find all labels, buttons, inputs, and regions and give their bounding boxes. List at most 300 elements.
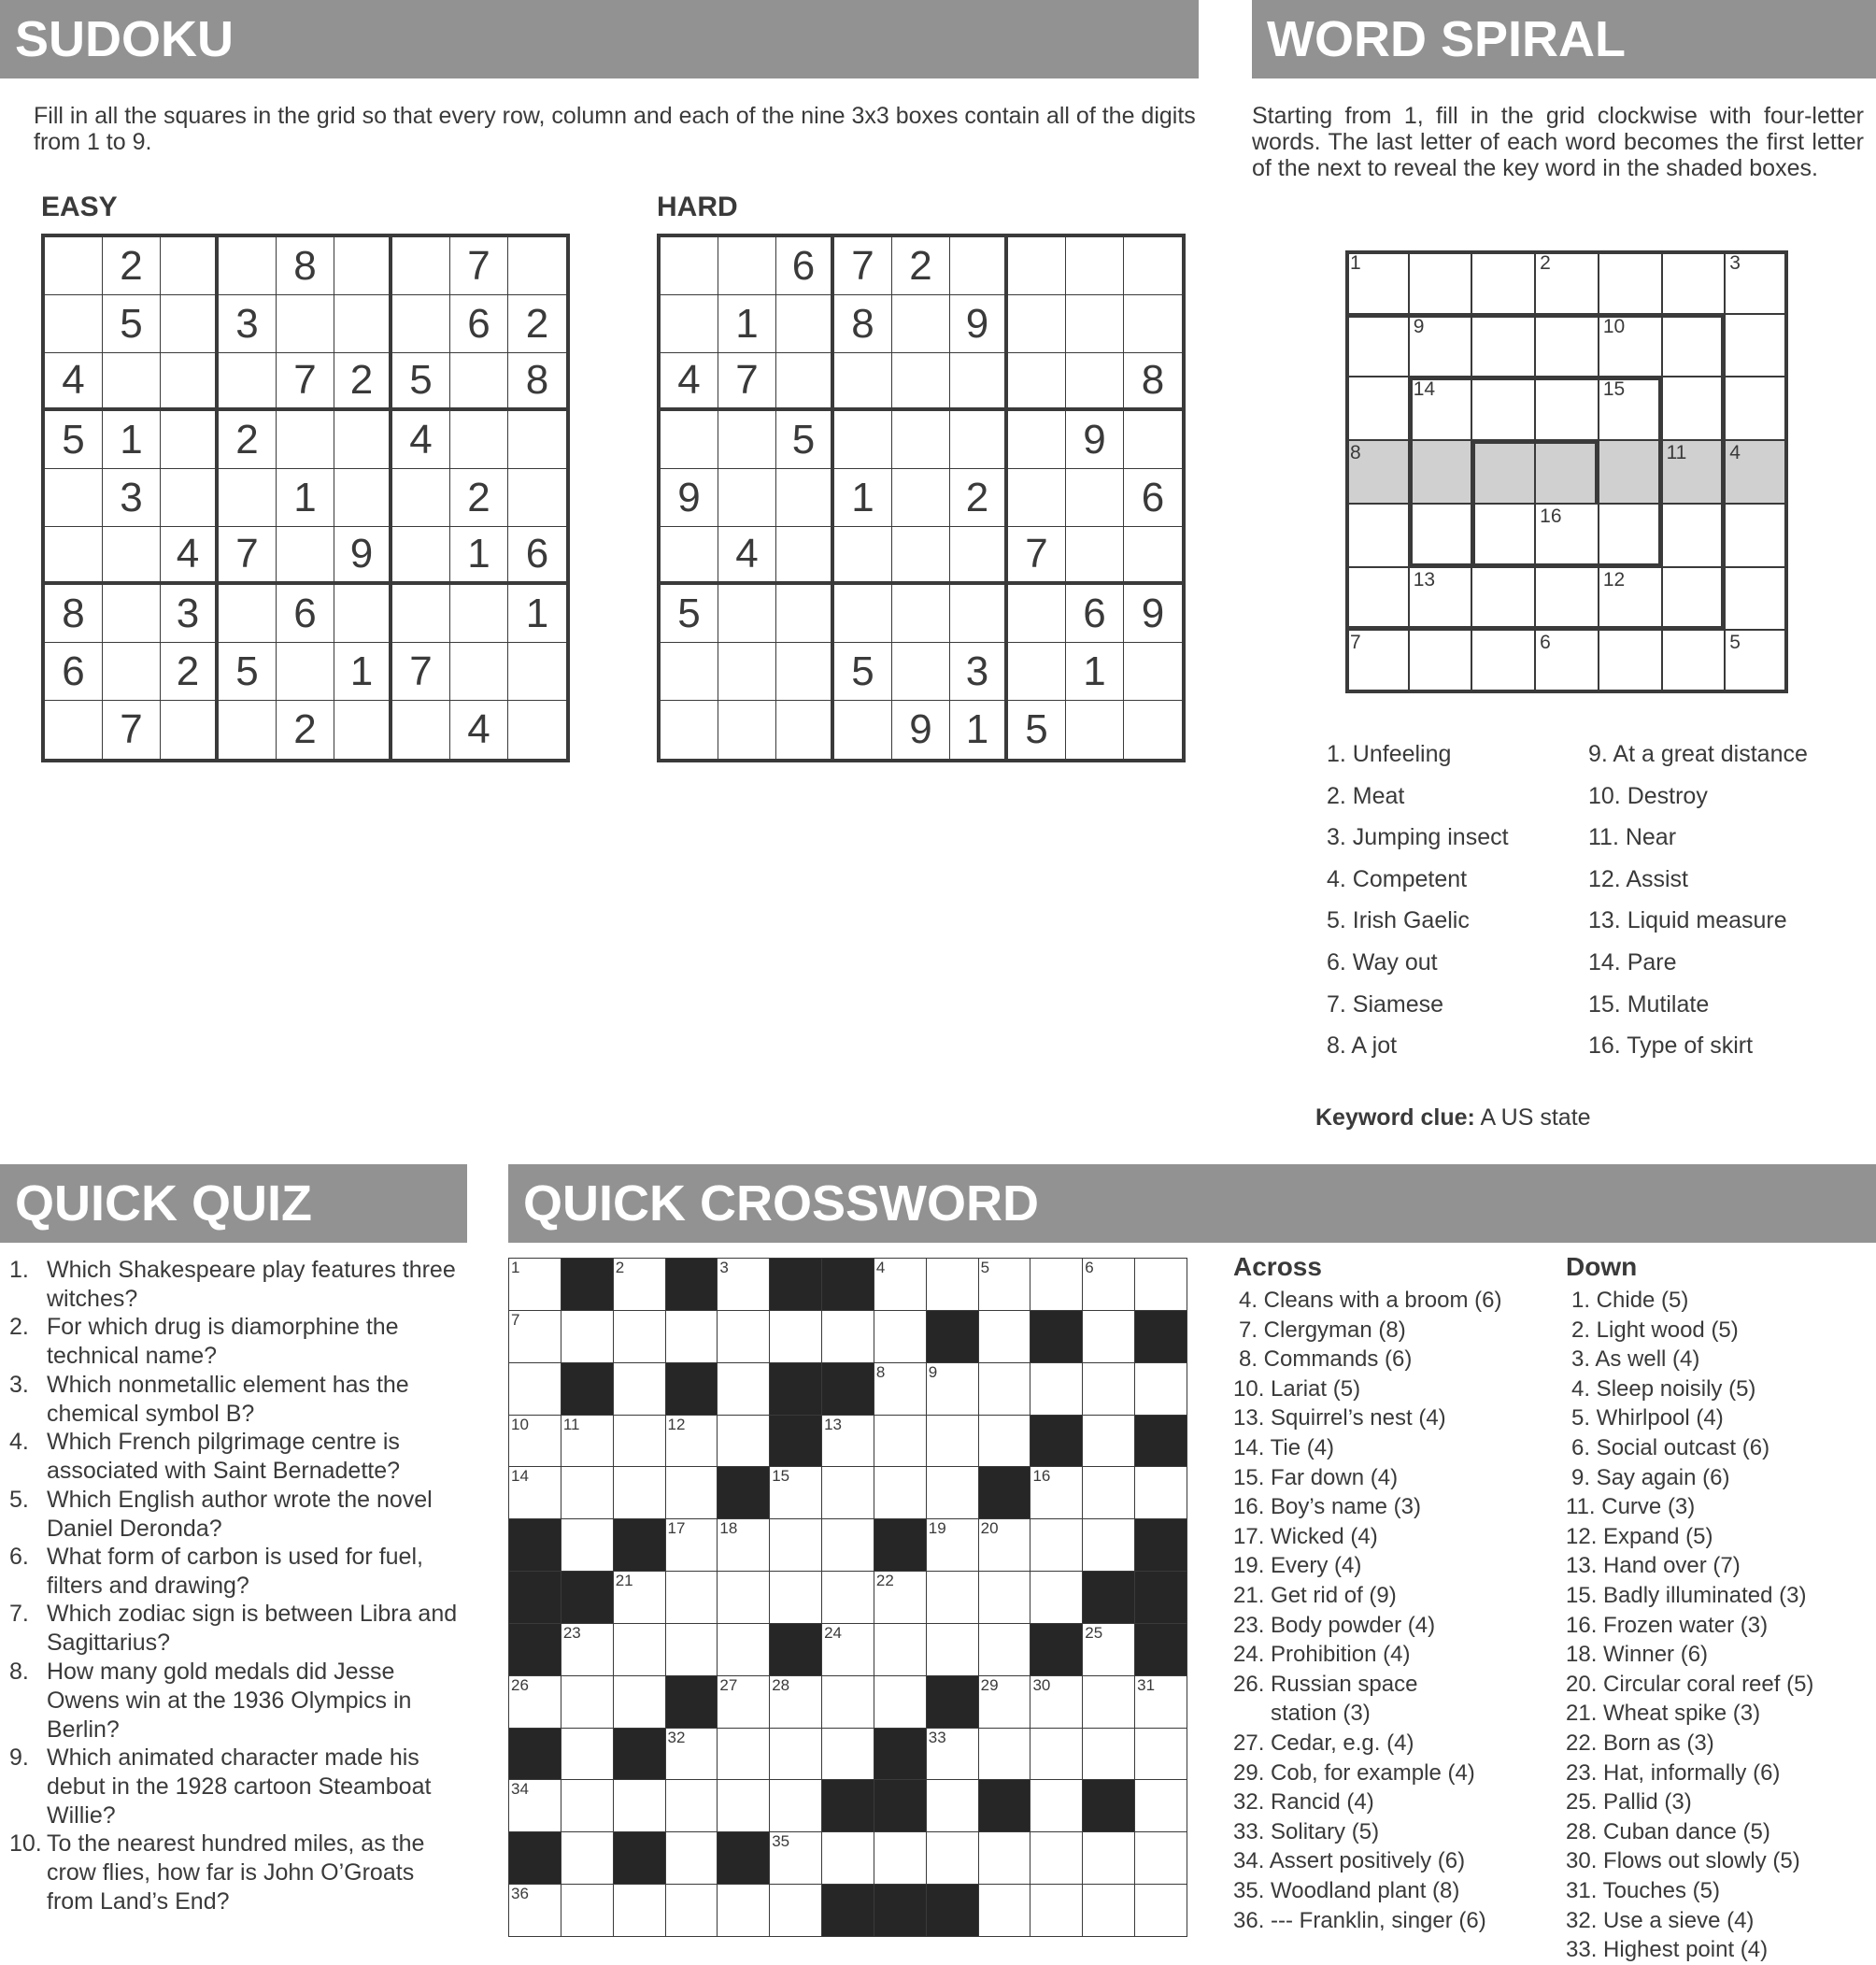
sudoku-cell[interactable] [45,469,103,527]
crossword-cell[interactable] [561,1831,614,1885]
sudoku-cell[interactable] [45,237,103,295]
sudoku-cell[interactable] [834,585,892,643]
sudoku-cell[interactable]: 8 [508,353,566,411]
sudoku-cell[interactable] [508,701,566,759]
crossword-cell[interactable] [717,1571,770,1624]
crossword-cell[interactable] [821,1518,874,1572]
sudoku-cell[interactable] [661,701,718,759]
crossword-cell[interactable] [978,1831,1031,1885]
spiral-cell[interactable]: 12 [1599,567,1662,631]
sudoku-cell[interactable]: 4 [45,353,103,411]
sudoku-cell[interactable] [45,295,103,353]
sudoku-cell[interactable]: 9 [661,469,718,527]
sudoku-cell[interactable] [1008,353,1066,411]
sudoku-cell[interactable]: 6 [1066,585,1124,643]
crossword-cell[interactable] [1134,1466,1187,1519]
crossword-cell[interactable] [978,1310,1031,1363]
sudoku-cell[interactable] [334,237,392,295]
sudoku-cell[interactable] [950,353,1008,411]
spiral-cell-shaded[interactable]: 11 [1662,440,1726,504]
crossword-cell[interactable] [926,1571,979,1624]
crossword-cell[interactable] [1030,1258,1083,1311]
crossword-cell[interactable] [561,1518,614,1572]
crossword-cell[interactable] [1134,1728,1187,1781]
sudoku-cell[interactable] [392,295,450,353]
crossword-cell[interactable]: 15 [769,1466,822,1519]
sudoku-cell[interactable] [1124,701,1182,759]
sudoku-cell[interactable]: 7 [718,353,776,411]
crossword-cell[interactable]: 10 [508,1415,561,1468]
sudoku-cell[interactable]: 7 [450,237,508,295]
crossword-cell[interactable]: 32 [665,1728,718,1781]
sudoku-cell[interactable]: 2 [950,469,1008,527]
crossword-cell[interactable]: 2 [613,1258,666,1311]
crossword-cell[interactable]: 26 [508,1675,561,1729]
crossword-cell[interactable]: 5 [978,1258,1031,1311]
crossword-cell[interactable] [1082,1831,1135,1885]
crossword-cell[interactable] [717,1415,770,1468]
sudoku-cell[interactable]: 5 [392,353,450,411]
crossword-cell[interactable] [1030,1884,1083,1937]
sudoku-cell[interactable] [776,701,834,759]
sudoku-cell[interactable] [334,469,392,527]
crossword-cell[interactable] [769,1571,822,1624]
crossword-cell[interactable] [665,1310,718,1363]
sudoku-cell[interactable] [161,353,219,411]
crossword-cell[interactable] [978,1362,1031,1416]
crossword-cell[interactable] [1082,1884,1135,1937]
sudoku-cell[interactable] [834,527,892,585]
sudoku-cell[interactable] [1066,469,1124,527]
crossword-cell[interactable]: 19 [926,1518,979,1572]
crossword-cell[interactable] [874,1415,927,1468]
sudoku-cell[interactable]: 2 [450,469,508,527]
sudoku-cell[interactable] [103,353,161,411]
sudoku-cell[interactable]: 3 [950,643,1008,701]
sudoku-cell[interactable]: 5 [219,643,277,701]
spiral-cell[interactable]: 6 [1535,630,1599,693]
sudoku-cell[interactable]: 4 [392,411,450,469]
sudoku-cell[interactable] [892,469,950,527]
crossword-cell[interactable] [926,1623,979,1676]
crossword-cell[interactable] [978,1571,1031,1624]
sudoku-cell[interactable] [718,237,776,295]
crossword-cell[interactable] [717,1362,770,1416]
sudoku-cell[interactable] [950,237,1008,295]
sudoku-cell[interactable] [1124,643,1182,701]
sudoku-cell[interactable] [661,527,718,585]
crossword-cell[interactable] [665,1831,718,1885]
sudoku-cell[interactable]: 1 [450,527,508,585]
sudoku-cell[interactable] [718,469,776,527]
sudoku-cell[interactable] [450,411,508,469]
sudoku-cell[interactable]: 1 [508,585,566,643]
sudoku-cell[interactable] [392,237,450,295]
crossword-cell[interactable] [769,1779,822,1832]
crossword-cell[interactable] [821,1831,874,1885]
crossword-cell[interactable] [978,1728,1031,1781]
sudoku-cell[interactable] [776,585,834,643]
sudoku-cell[interactable] [1124,527,1182,585]
sudoku-cell[interactable] [277,643,334,701]
spiral-cell[interactable]: 16 [1535,504,1599,567]
sudoku-cell[interactable] [892,527,950,585]
crossword-cell[interactable]: 11 [561,1415,614,1468]
sudoku-cell[interactable]: 1 [718,295,776,353]
sudoku-cell[interactable] [334,585,392,643]
crossword-cell[interactable] [769,1310,822,1363]
sudoku-cell[interactable] [334,295,392,353]
sudoku-cell[interactable]: 1 [277,469,334,527]
sudoku-cell[interactable] [776,643,834,701]
sudoku-cell[interactable]: 5 [1008,701,1066,759]
crossword-cell[interactable] [613,1675,666,1729]
crossword-cell[interactable] [821,1466,874,1519]
sudoku-cell[interactable] [103,527,161,585]
crossword-cell[interactable] [613,1362,666,1416]
crossword-cell[interactable] [1030,1518,1083,1572]
sudoku-cell[interactable] [718,701,776,759]
sudoku-cell[interactable] [392,585,450,643]
crossword-cell[interactable] [665,1779,718,1832]
sudoku-cell[interactable]: 9 [892,701,950,759]
sudoku-cell[interactable]: 9 [950,295,1008,353]
sudoku-cell[interactable]: 7 [1008,527,1066,585]
spiral-cell[interactable]: 15 [1599,377,1662,440]
sudoku-cell[interactable] [1008,237,1066,295]
sudoku-cell[interactable]: 1 [103,411,161,469]
sudoku-cell[interactable] [1066,295,1124,353]
crossword-cell[interactable] [978,1623,1031,1676]
crossword-cell[interactable] [561,1779,614,1832]
sudoku-cell[interactable]: 4 [450,701,508,759]
crossword-cell[interactable] [561,1728,614,1781]
sudoku-cell[interactable] [508,237,566,295]
crossword-cell[interactable] [1030,1779,1083,1832]
sudoku-cell[interactable] [892,643,950,701]
crossword-cell[interactable]: 22 [874,1571,927,1624]
crossword-cell[interactable] [613,1466,666,1519]
sudoku-cell[interactable] [1124,411,1182,469]
sudoku-cell[interactable] [1008,469,1066,527]
crossword-cell[interactable]: 17 [665,1518,718,1572]
crossword-cell[interactable]: 21 [613,1571,666,1624]
sudoku-cell[interactable] [450,643,508,701]
sudoku-cell[interactable]: 9 [1124,585,1182,643]
crossword-cell[interactable] [613,1310,666,1363]
crossword-cell[interactable] [613,1623,666,1676]
crossword-cell[interactable]: 36 [508,1884,561,1937]
sudoku-cell[interactable]: 2 [892,237,950,295]
sudoku-cell[interactable]: 8 [834,295,892,353]
sudoku-cell[interactable] [392,469,450,527]
spiral-cell[interactable]: 7 [1345,630,1409,693]
sudoku-cell[interactable] [277,411,334,469]
spiral-cell[interactable]: 3 [1725,250,1788,314]
crossword-cell[interactable] [926,1258,979,1311]
spiral-cell[interactable]: 2 [1535,250,1599,314]
sudoku-cell[interactable]: 2 [219,411,277,469]
sudoku-cell[interactable] [277,295,334,353]
sudoku-cell[interactable]: 8 [1124,353,1182,411]
sudoku-cell[interactable] [661,237,718,295]
sudoku-cell[interactable] [950,527,1008,585]
crossword-cell[interactable] [978,1884,1031,1937]
sudoku-cell[interactable]: 7 [277,353,334,411]
crossword-cell[interactable] [1082,1466,1135,1519]
crossword-cell[interactable] [1030,1362,1083,1416]
sudoku-cell[interactable] [892,411,950,469]
sudoku-cell[interactable] [508,643,566,701]
crossword-cell[interactable] [1030,1831,1083,1885]
crossword-cell[interactable] [508,1362,561,1416]
sudoku-cell[interactable] [718,411,776,469]
sudoku-cell[interactable]: 5 [776,411,834,469]
sudoku-cell[interactable] [1124,295,1182,353]
sudoku-cell[interactable] [334,411,392,469]
sudoku-cell[interactable]: 5 [45,411,103,469]
crossword-cell[interactable]: 9 [926,1362,979,1416]
crossword-cell[interactable]: 14 [508,1466,561,1519]
crossword-cell[interactable]: 1 [508,1258,561,1311]
sudoku-cell[interactable] [277,527,334,585]
crossword-cell[interactable] [769,1728,822,1781]
crossword-cell[interactable]: 12 [665,1415,718,1468]
crossword-cell[interactable] [561,1310,614,1363]
crossword-cell[interactable] [613,1779,666,1832]
crossword-cell[interactable] [926,1779,979,1832]
spiral-cell-shaded[interactable]: 8 [1345,440,1409,504]
crossword-cell[interactable] [665,1466,718,1519]
crossword-cell[interactable]: 23 [561,1623,614,1676]
crossword-cell[interactable]: 24 [821,1623,874,1676]
sudoku-cell[interactable] [219,469,277,527]
crossword-cell[interactable]: 25 [1082,1623,1135,1676]
sudoku-cell[interactable] [392,527,450,585]
crossword-cell[interactable] [769,1518,822,1572]
crossword-cell[interactable] [978,1415,1031,1468]
crossword-cell[interactable]: 29 [978,1675,1031,1729]
sudoku-cell[interactable] [718,585,776,643]
crossword-cell[interactable] [874,1466,927,1519]
sudoku-cell[interactable]: 1 [950,701,1008,759]
sudoku-cell[interactable]: 3 [103,469,161,527]
crossword-cell[interactable] [561,1884,614,1937]
sudoku-cell[interactable]: 6 [776,237,834,295]
crossword-cell[interactable] [1030,1571,1083,1624]
sudoku-cell[interactable] [103,585,161,643]
crossword-cell[interactable]: 3 [717,1258,770,1311]
crossword-cell[interactable] [1134,1831,1187,1885]
spiral-cell[interactable]: 14 [1409,377,1472,440]
crossword-cell[interactable] [874,1831,927,1885]
sudoku-cell[interactable] [776,353,834,411]
crossword-cell[interactable] [926,1831,979,1885]
sudoku-cell[interactable]: 1 [834,469,892,527]
crossword-cell[interactable] [665,1884,718,1937]
sudoku-cell[interactable] [1124,237,1182,295]
sudoku-cell[interactable] [1008,585,1066,643]
crossword-cell[interactable] [1082,1675,1135,1729]
crossword-cell[interactable]: 18 [717,1518,770,1572]
sudoku-cell[interactable] [661,643,718,701]
spiral-cell[interactable]: 13 [1409,567,1472,631]
crossword-cell[interactable]: 4 [874,1258,927,1311]
sudoku-cell[interactable] [508,411,566,469]
crossword-cell[interactable] [1082,1728,1135,1781]
crossword-cell[interactable] [769,1884,822,1937]
sudoku-cell[interactable] [1066,237,1124,295]
crossword-cell[interactable] [1082,1518,1135,1572]
sudoku-cell[interactable] [834,411,892,469]
sudoku-cell[interactable] [392,701,450,759]
sudoku-cell[interactable]: 1 [334,643,392,701]
crossword-cell[interactable]: 27 [717,1675,770,1729]
crossword-cell[interactable]: 13 [821,1415,874,1468]
crossword-cell[interactable]: 6 [1082,1258,1135,1311]
sudoku-cell[interactable] [892,353,950,411]
crossword-cell[interactable] [561,1675,614,1729]
sudoku-cell[interactable] [450,353,508,411]
sudoku-cell[interactable] [1008,643,1066,701]
sudoku-cell[interactable] [1066,701,1124,759]
crossword-cell[interactable] [1134,1362,1187,1416]
sudoku-cell[interactable] [161,295,219,353]
spiral-cell[interactable]: 10 [1599,314,1662,377]
spiral-cell-shaded[interactable]: 4 [1725,440,1788,504]
sudoku-cell[interactable]: 4 [661,353,718,411]
sudoku-cell[interactable] [219,701,277,759]
sudoku-cell[interactable]: 7 [219,527,277,585]
sudoku-cell[interactable] [1066,353,1124,411]
crossword-cell[interactable] [1030,1728,1083,1781]
sudoku-cell[interactable] [776,295,834,353]
sudoku-cell[interactable]: 9 [1066,411,1124,469]
sudoku-cell[interactable] [161,411,219,469]
sudoku-cell[interactable] [892,585,950,643]
crossword-cell[interactable] [874,1675,927,1729]
sudoku-cell[interactable] [334,701,392,759]
crossword-cell[interactable] [613,1415,666,1468]
crossword-cell[interactable] [874,1623,927,1676]
crossword-cell[interactable] [926,1415,979,1468]
sudoku-cell[interactable] [834,353,892,411]
crossword-cell[interactable] [1134,1884,1187,1937]
sudoku-cell[interactable] [161,237,219,295]
sudoku-cell[interactable]: 9 [334,527,392,585]
spiral-cell[interactable]: 9 [1409,314,1472,377]
sudoku-cell[interactable] [1008,411,1066,469]
crossword-cell[interactable]: 8 [874,1362,927,1416]
crossword-cell[interactable]: 30 [1030,1675,1083,1729]
spiral-cell[interactable]: 1 [1345,250,1409,314]
crossword-cell[interactable] [926,1466,979,1519]
crossword-cell[interactable]: 28 [769,1675,822,1729]
sudoku-cell[interactable]: 6 [450,295,508,353]
sudoku-cell[interactable]: 2 [334,353,392,411]
sudoku-cell[interactable]: 8 [45,585,103,643]
sudoku-cell[interactable]: 2 [161,643,219,701]
sudoku-cell[interactable] [450,585,508,643]
sudoku-cell[interactable]: 7 [834,237,892,295]
sudoku-cell[interactable] [950,585,1008,643]
sudoku-cell[interactable]: 6 [1124,469,1182,527]
sudoku-cell[interactable]: 3 [161,585,219,643]
crossword-cell[interactable] [665,1571,718,1624]
sudoku-cell[interactable]: 5 [661,585,718,643]
crossword-cell[interactable] [717,1779,770,1832]
crossword-cell[interactable] [1082,1415,1135,1468]
crossword-cell[interactable] [665,1623,718,1676]
sudoku-cell[interactable]: 7 [392,643,450,701]
crossword-cell[interactable]: 35 [769,1831,822,1885]
sudoku-cell[interactable] [661,295,718,353]
crossword-cell[interactable]: 20 [978,1518,1031,1572]
sudoku-cell[interactable]: 7 [103,701,161,759]
crossword-cell[interactable] [874,1310,927,1363]
crossword-cell[interactable] [717,1884,770,1937]
sudoku-cell[interactable] [950,411,1008,469]
crossword-cell[interactable]: 7 [508,1310,561,1363]
sudoku-cell[interactable]: 6 [277,585,334,643]
crossword-cell[interactable] [821,1310,874,1363]
sudoku-cell[interactable] [892,295,950,353]
crossword-cell[interactable] [613,1884,666,1937]
sudoku-cell[interactable] [219,237,277,295]
spiral-cell[interactable]: 5 [1725,630,1788,693]
crossword-cell[interactable] [1082,1310,1135,1363]
sudoku-cell[interactable]: 5 [103,295,161,353]
sudoku-cell[interactable]: 6 [508,527,566,585]
sudoku-cell[interactable] [219,585,277,643]
sudoku-cell[interactable]: 3 [219,295,277,353]
sudoku-cell[interactable] [776,469,834,527]
crossword-cell[interactable] [1134,1779,1187,1832]
crossword-cell[interactable]: 16 [1030,1466,1083,1519]
sudoku-cell[interactable]: 4 [718,527,776,585]
sudoku-cell[interactable] [776,527,834,585]
crossword-cell[interactable] [821,1675,874,1729]
sudoku-cell[interactable]: 5 [834,643,892,701]
sudoku-cell[interactable] [161,701,219,759]
sudoku-cell[interactable]: 8 [277,237,334,295]
crossword-cell[interactable] [1134,1258,1187,1311]
sudoku-cell[interactable] [161,469,219,527]
crossword-cell[interactable] [821,1728,874,1781]
crossword-cell[interactable] [717,1623,770,1676]
sudoku-cell[interactable] [718,643,776,701]
crossword-cell[interactable]: 31 [1134,1675,1187,1729]
sudoku-cell[interactable] [219,353,277,411]
crossword-cell[interactable]: 34 [508,1779,561,1832]
crossword-cell[interactable] [1082,1362,1135,1416]
sudoku-cell[interactable] [45,701,103,759]
sudoku-cell[interactable]: 4 [161,527,219,585]
sudoku-cell[interactable]: 2 [508,295,566,353]
sudoku-cell[interactable]: 2 [103,237,161,295]
sudoku-cell[interactable] [45,527,103,585]
sudoku-cell[interactable]: 2 [277,701,334,759]
crossword-cell[interactable]: 33 [926,1728,979,1781]
sudoku-cell[interactable]: 1 [1066,643,1124,701]
sudoku-cell[interactable]: 6 [45,643,103,701]
sudoku-cell[interactable] [834,701,892,759]
sudoku-cell[interactable] [661,411,718,469]
sudoku-cell[interactable] [103,643,161,701]
crossword-cell[interactable] [717,1310,770,1363]
crossword-cell[interactable] [821,1571,874,1624]
crossword-cell[interactable] [717,1728,770,1781]
